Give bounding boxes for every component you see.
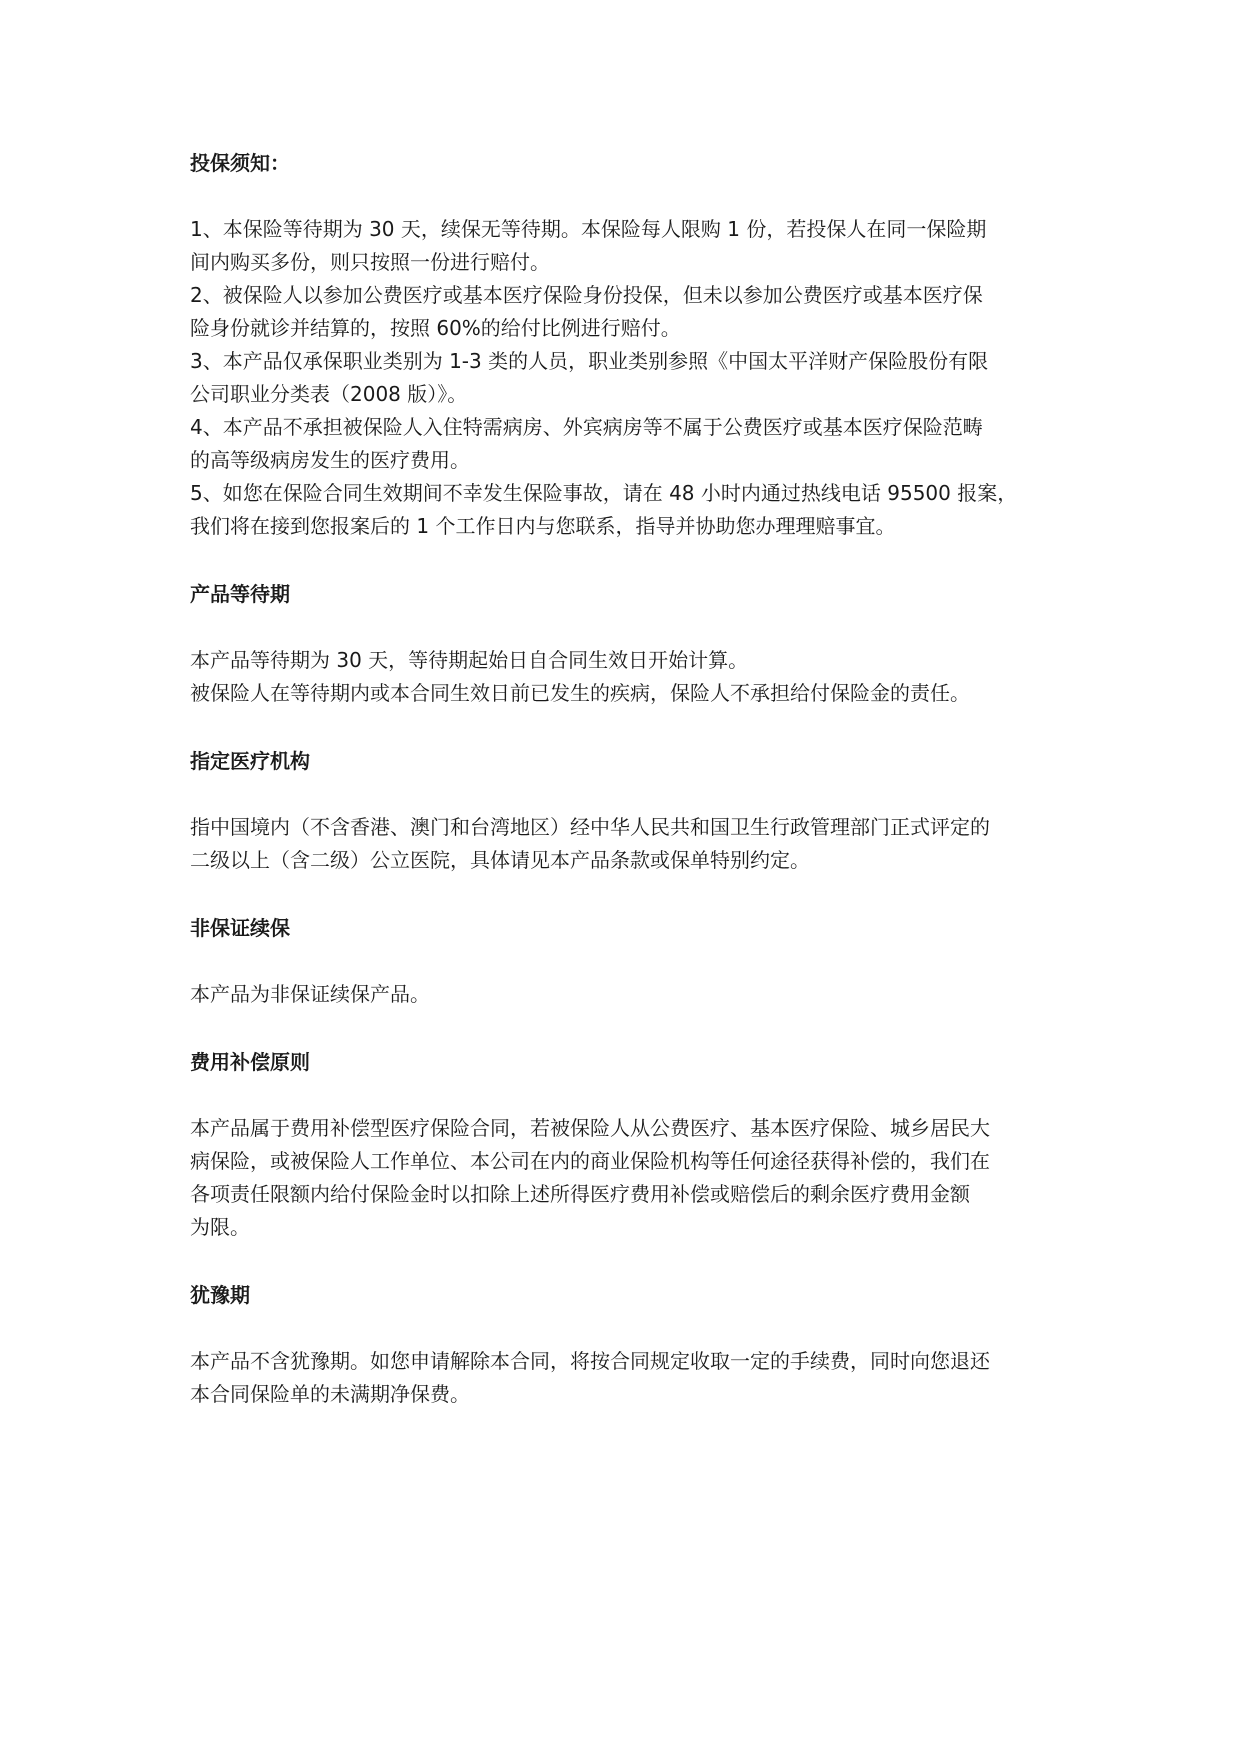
section-notice: [190, 148, 1060, 543]
text-line: 间内购买多份，则只按照一份进行赔付。: [190, 250, 550, 274]
text-line: 二级以上（含二级）公立医院，具体请见本产品条款或保单特别约定。: [190, 848, 810, 872]
text-line: 指中国境内（不含香港、澳门和台湾地区）经中华人民共和国卫生行政管理部门正式评定的: [190, 815, 990, 839]
text-line: 5、如您在保险合同生效期间不幸发生保险事故，请在 48 小时内通过热线电话 95500 报案，: [190, 481, 1018, 505]
section-body: [190, 213, 1060, 543]
section-heading: 指定医疗机构: [190, 749, 310, 773]
text-line: 4、本产品不承担被保险人入住特需病房、外宾病房等不属于公费医疗或基本医疗保险范畴: [190, 415, 983, 439]
text-line: 各项责任限额内给付保险金时以扣除上述所得医疗费用补偿或赔偿后的剩余医疗费用金额: [190, 1182, 970, 1206]
section-compensation: [190, 1047, 1060, 1244]
text-line: 1、本保险等待期为 30 天，续保无等待期。本保险每人限购 1 份，若投保人在同一保险期: [190, 217, 987, 241]
section-body: [190, 1345, 1060, 1411]
text-line: 公司职业分类表（2008 版）》。: [190, 382, 468, 406]
text-line: 为限。: [190, 1215, 250, 1239]
section-body: [190, 1112, 1060, 1244]
section-heading: 投保须知：: [190, 151, 290, 175]
text-line: 的高等级病房发生的医疗费用。: [190, 448, 470, 472]
document-page: [190, 148, 1060, 1411]
section-heading: 非保证续保: [190, 916, 290, 940]
text-line: 被保险人在等待期内或本合同生效日前已发生的疾病，保险人不承担给付保险金的责任。: [190, 681, 970, 705]
text-line: 本产品为非保证续保产品。: [190, 982, 430, 1006]
section-body: [190, 811, 1060, 877]
text-line: 我们将在接到您报案后的 1 个工作日内与您联系，指导并协助您办理理赔事宜。: [190, 514, 896, 538]
text-line: 3、本产品仅承保职业类别为 1-3 类的人员，职业类别参照《中国太平洋财产保险股份有限: [190, 349, 989, 373]
text-line: 本产品属于费用补偿型医疗保险合同，若被保险人从公费医疗、基本医疗保险、城乡居民大: [190, 1116, 990, 1140]
section-heading: 产品等待期: [190, 582, 290, 606]
text-line: 本产品等待期为 30 天，等待期起始日自合同生效日开始计算。: [190, 648, 749, 672]
section-heading: 犹豫期: [190, 1283, 250, 1307]
section-cooling-off: [190, 1280, 1060, 1411]
section-waiting-period: [190, 579, 1060, 710]
section-designated-institutions: [190, 746, 1060, 877]
section-body: [190, 644, 1060, 710]
text-line: 本合同保险单的未满期净保费。: [190, 1382, 470, 1406]
text-line: 病保险，或被保险人工作单位、本公司在内的商业保险机构等任何途径获得补偿的，我们在: [190, 1149, 990, 1173]
text-line: 本产品不含犹豫期。如您申请解除本合同，将按合同规定收取一定的手续费，同时向您退还: [190, 1349, 990, 1373]
section-heading: 费用补偿原则: [190, 1050, 310, 1074]
text-line: 2、被保险人以参加公费医疗或基本医疗保险身份投保，但未以参加公费医疗或基本医疗保: [190, 283, 983, 307]
section-renewal: [190, 913, 1060, 1011]
text-line: 险身份就诊并结算的，按照 60%的给付比例进行赔付。: [190, 316, 681, 340]
section-body: [190, 978, 1060, 1011]
